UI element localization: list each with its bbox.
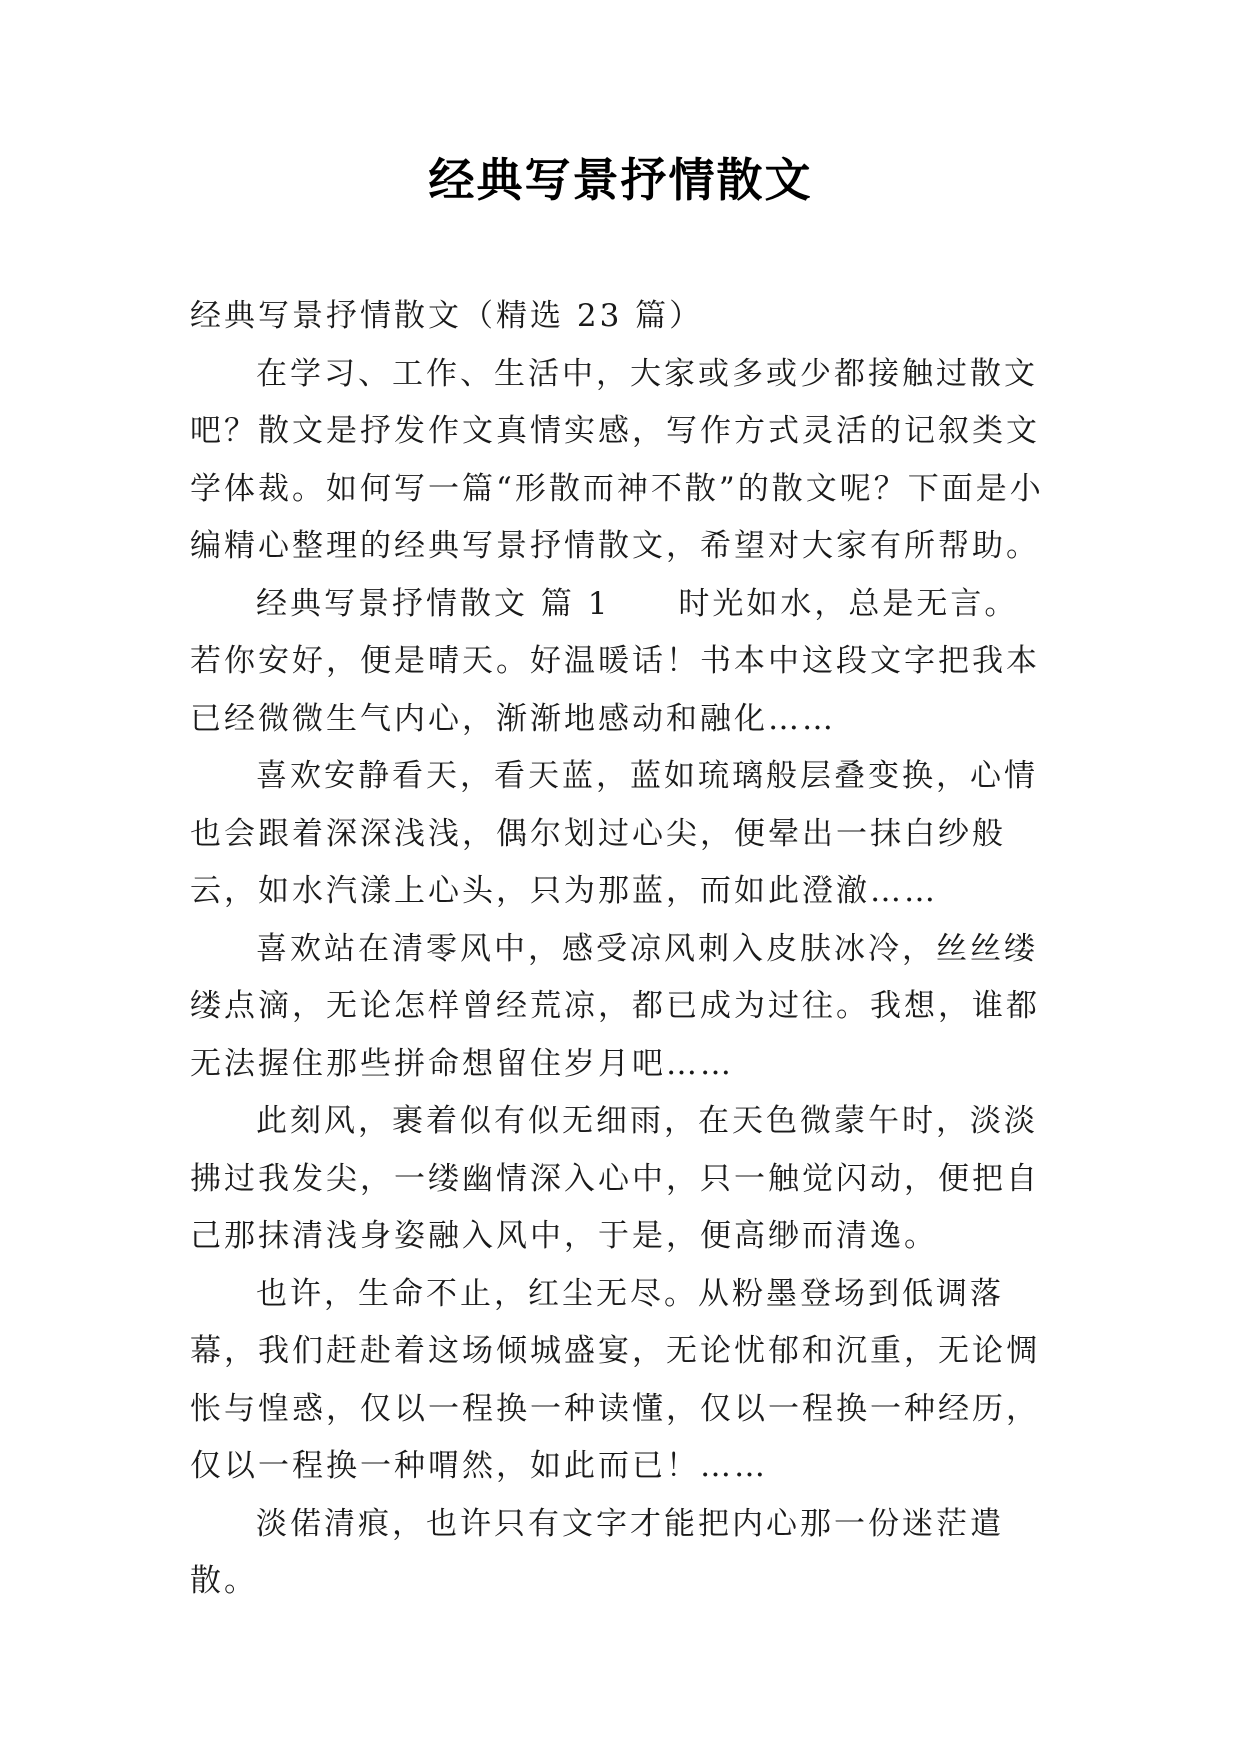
body-paragraph: 淡偌清痕，也许只有文字才能把内心那一份迷茫遣散。 [190,1505,1004,1599]
body-paragraph: 喜欢安静看天，看天蓝，蓝如琉璃般层叠变换，心情也会跟着深深浅浅，偶尔划过心尖，便晕出一抹白纱般云，如水汽漾上心头，只为那蓝，而如此澄澈…… [190,758,1038,909]
body-paragraph: 经典写景抒情散文 篇 1 时光如水，总是无言。若你安好，便是晴天。好温暖话！书本中这段文字把我本已经微微生气内心，渐渐地感动和融化…… [190,585,1040,737]
intro-paragraph: 在学习、工作、生活中，大家或多或少都接触过散文吧？散文是抒发作文真情实感，写作方式灵活的记叙类文学体裁。如何写一篇“形散而神不散”的散文呢？下面是小编精心整理的经典写景抒情散文，希望对大家有所帮助。 [190,355,1044,564]
body-paragraph: 喜欢站在清零风中，感受凉风刺入皮肤冰冷，丝丝缕缕点滴，无论怎样曾经荒凉，都已成为过往。我想，谁都无法握住那些拼命想留住岁月吧…… [190,930,1040,1082]
document-body [190,288,1050,1611]
body-paragraph: 此刻风，裹着似有似无细雨，在天色微蒙午时，淡淡拂过我发尖，一缕幽情深入心中，只一触觉闪动，便把自己那抹清浅身姿融入风中，于是，便高缈而清逸。 [190,1103,1040,1254]
body-paragraph: 也许，生命不止，红尘无尽。从粉墨登场到低调落幕，我们赶赴着这场倾城盛宴，无论忧郁和沉重，无论惆怅与惶惑，仅以一程换一种读懂，仅以一程换一种经历，仅以一程换一种喟然，如此而已！…… [190,1275,1040,1484]
document-title: 经典写景抒情散文 [428,153,813,207]
subtitle-paragraph: 经典写景抒情散文（精选 23 篇） [190,298,704,334]
